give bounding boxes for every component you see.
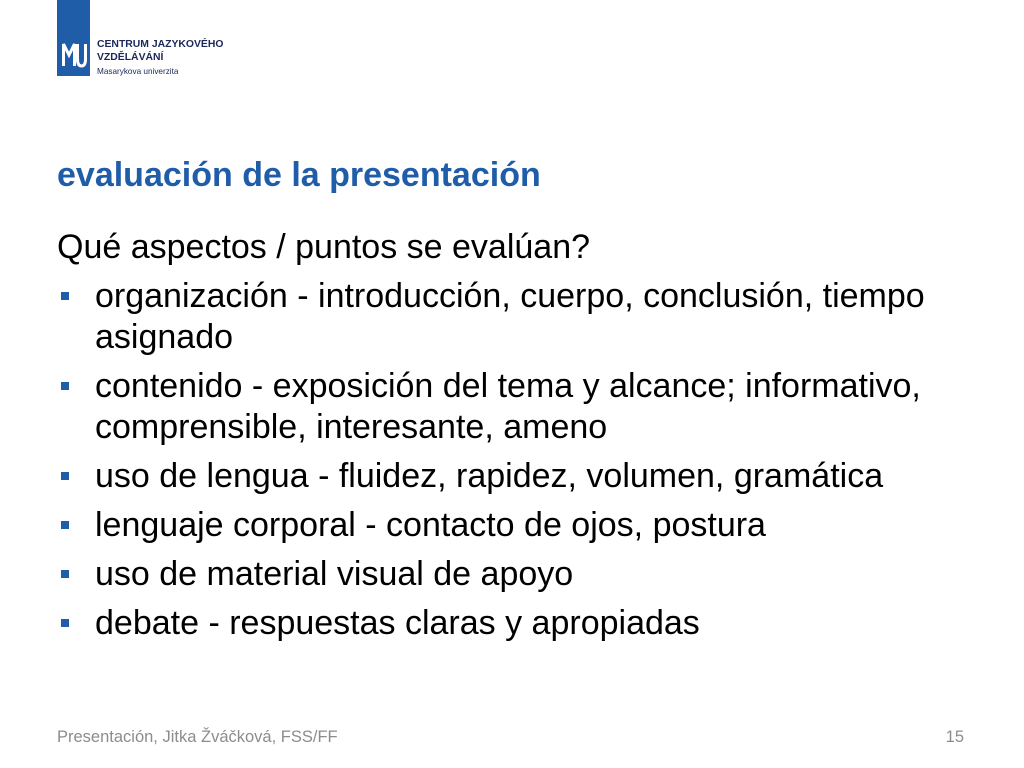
logo-line-university: Masarykova univerzita xyxy=(97,67,179,76)
square-bullet-icon xyxy=(61,570,69,578)
bullet-text: contenido - exposición del tema y alcance; informativo, comprensible, interesante, ameno xyxy=(95,367,921,446)
square-bullet-icon xyxy=(61,521,69,529)
page-number: 15 xyxy=(945,728,964,746)
mu-logo-icon xyxy=(57,0,90,76)
square-bullet-icon xyxy=(61,292,69,300)
bullet-text: uso de material visual de apoyo xyxy=(95,555,574,593)
university-logo xyxy=(0,0,260,80)
logo-line-centrum: CENTRUM JAZYKOVÉHO xyxy=(97,39,224,50)
square-bullet-icon xyxy=(61,472,69,480)
square-bullet-icon xyxy=(61,382,69,390)
bullet-text: organización - introducción, cuerpo, conclusión, tiempo asignado xyxy=(95,277,925,356)
bullet-item xyxy=(95,505,967,546)
bullet-item xyxy=(95,366,967,448)
slide-title: evaluación de la presentación xyxy=(57,156,541,194)
logo-bar xyxy=(57,0,90,76)
bullet-item xyxy=(95,603,967,644)
logo-line-vzdelavani: VZDĚLÁVÁNÍ xyxy=(97,52,164,63)
bullet-item xyxy=(95,276,967,358)
slide-intro: Qué aspectos / puntos se evalúan? xyxy=(57,228,591,266)
footer-text: Presentación, Jitka Žváčková, FSS/FF xyxy=(57,728,338,746)
bullet-item xyxy=(95,456,967,497)
bullet-text: lenguaje corporal - contacto de ojos, postura xyxy=(95,506,766,544)
bullet-text: uso de lengua - fluidez, rapidez, volumen, gramática xyxy=(95,457,884,495)
bullet-text: debate - respuestas claras y apropiadas xyxy=(95,604,700,642)
bullet-list xyxy=(95,276,967,652)
square-bullet-icon xyxy=(61,619,69,627)
bullet-item xyxy=(95,554,967,595)
